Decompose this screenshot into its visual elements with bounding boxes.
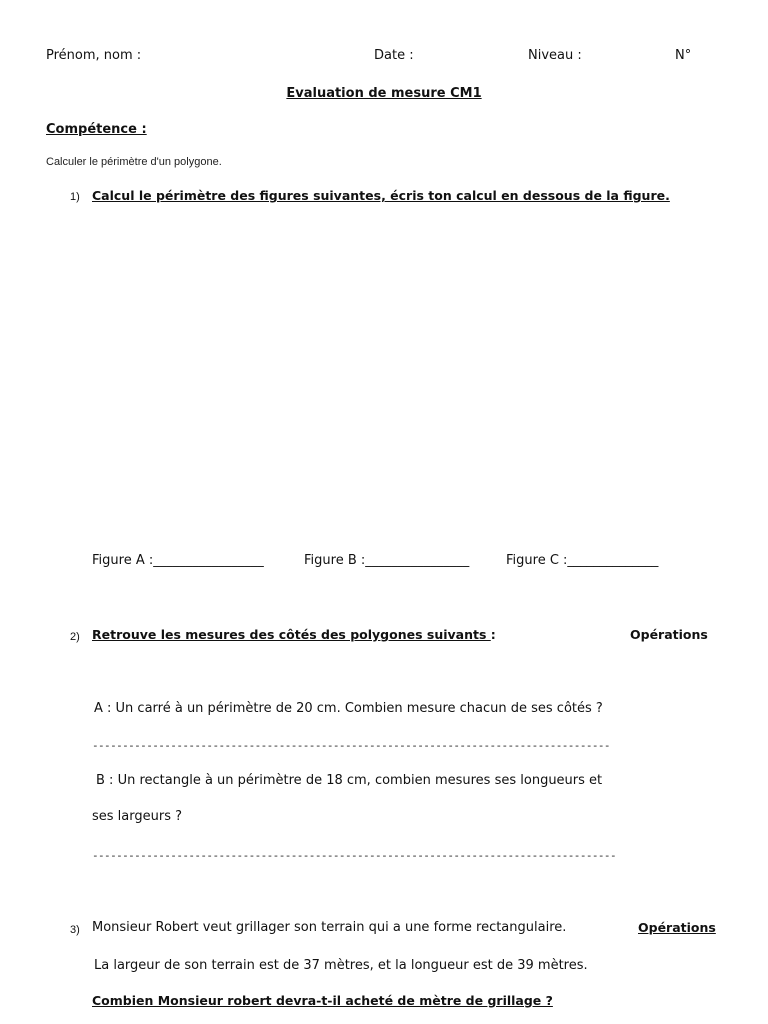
figure-a-blank[interactable]: _________________	[153, 553, 264, 568]
q2-instruction: Retrouve les mesures des côtés des polygones suivants	[92, 627, 491, 642]
q2-part-b-line1: B : Un rectangle à un périmètre de 18 cm, combien mesures ses longueurs et	[96, 773, 603, 788]
date-label: Date :	[374, 48, 414, 63]
figure-c-label: Figure C :	[506, 553, 568, 568]
figure-b-label: Figure B :	[304, 553, 366, 568]
name-label: Prénom, nom :	[46, 48, 142, 63]
q3-number: 3)	[70, 924, 80, 936]
q2-colon: :	[490, 627, 496, 642]
q2-operations-label: Opérations	[630, 627, 708, 642]
q2-number: 2)	[70, 631, 80, 643]
figure-area	[46, 215, 722, 545]
q3-text-2: La largeur de son terrain est de 37 mètres, et la longueur est de 39 mètres.	[94, 958, 588, 973]
number-label: N°	[675, 48, 692, 63]
q3-question: Combien Monsieur robert devra-t-il acheté de mètre de grillage ?	[92, 993, 553, 1008]
q3-text-1: Monsieur Robert veut grillager son terrain qui a une forme rectangulaire.	[92, 920, 567, 935]
competence-text: Calculer le périmètre d'un polygone.	[46, 156, 222, 168]
figure-c-answer[interactable]	[506, 553, 658, 568]
figure-c-blank[interactable]: ______________	[567, 553, 659, 568]
page-title: Evaluation de mesure CM1	[286, 86, 482, 101]
q1-number: 1)	[70, 191, 80, 203]
q2-instruction-line	[92, 627, 496, 642]
q2-part-a: A : Un carré à un périmètre de 20 cm. Combien mesure chacun de ses côtés ?	[94, 701, 603, 716]
level-label: Niveau :	[528, 48, 582, 63]
figure-a-answer[interactable]	[92, 553, 264, 568]
q2-answer-line-a[interactable]: --------------------------------------------------------------------------------------	[92, 739, 610, 752]
q2-part-b-line2: ses largeurs ?	[92, 809, 183, 824]
q1-instruction: Calcul le périmètre des figures suivantes, écris ton calcul en dessous de la figure.	[92, 188, 670, 203]
figure-b-blank[interactable]: ________________	[365, 553, 470, 568]
figure-a-label: Figure A :	[92, 553, 154, 568]
q3-operations-label: Opérations	[638, 920, 716, 935]
q2-answer-line-b[interactable]: ---------------------------------------------------------------------------------------	[92, 849, 616, 862]
competence-label: Compétence :	[46, 122, 147, 137]
figure-b-answer[interactable]	[304, 553, 469, 568]
